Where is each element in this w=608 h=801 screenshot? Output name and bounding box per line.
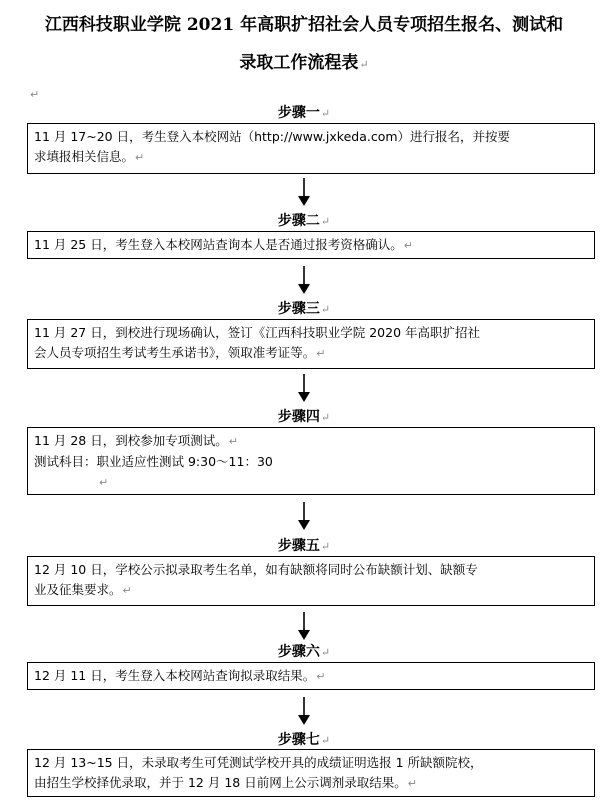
step-5-heading: 步骤五↵ (277, 538, 331, 554)
down-arrow-icon (297, 612, 311, 640)
down-arrow-icon (297, 697, 311, 725)
step-1-text-line-2: 求填报相关信息。↵ (34, 149, 145, 164)
paragraph-mark-icon: ↵ (359, 58, 369, 71)
paragraph-mark-icon: ↵ (320, 411, 331, 424)
paragraph-mark-icon: ↵ (30, 88, 40, 101)
down-arrow-icon (297, 266, 311, 294)
step-4-text-line-2: 测试科目：职业适应性测试 9:30～11：30 (34, 454, 273, 469)
paragraph-mark-icon: ↵ (228, 435, 238, 448)
step-7-box (27, 749, 595, 797)
step-2-box (27, 231, 595, 259)
paragraph-mark-icon: ↵ (316, 670, 326, 683)
step-1-box (27, 123, 595, 174)
down-arrow-icon (297, 502, 311, 530)
step-4-heading: 步骤四↵ (277, 409, 331, 425)
step-3-box (27, 319, 595, 369)
step-2-text-line-1: 11 月 25 日，考生登入本校网站查询本人是否通过报考资格确认。↵ (34, 237, 413, 252)
step-1-heading: 步骤一↵ (277, 105, 331, 121)
paragraph-mark-icon: ↵ (122, 584, 132, 597)
paragraph-mark-icon: ↵ (320, 303, 331, 316)
paragraph-mark-icon: ↵ (320, 107, 331, 120)
step-4-empty-line (34, 472, 588, 493)
paragraph-mark-icon: ↵ (407, 777, 417, 790)
step-6-box (27, 662, 595, 690)
step-7-text-line-2: 由招生学校择优录取，并于 12 月 18 日前网上公示调剂录取结果。↵ (34, 775, 417, 790)
step-3-text-line-1: 11 月 27 日，到校进行现场确认，签订《江西科技职业学院 2020 年高职扩招社 (34, 325, 480, 340)
step-2-heading: 步骤二↵ (277, 213, 331, 229)
step-7-text-line-1: 12 月 13~15 日，未录取考生可凭测试学校开具的成绩证明选报 1 所缺额院校， (34, 755, 483, 770)
paragraph-mark-icon: ↵ (99, 476, 109, 489)
paragraph-mark-icon: ↵ (135, 151, 145, 164)
down-arrow-icon (297, 374, 311, 402)
paragraph-mark-icon: ↵ (403, 239, 413, 252)
step-4-box (27, 427, 595, 495)
step-6-heading: 步骤六↵ (277, 644, 331, 660)
paragraph-mark-icon: ↵ (316, 347, 326, 360)
paragraph-mark-icon: ↵ (320, 215, 331, 228)
step-1-text-line-1: 11 月 17~20 日，考生登入本校网站（http://www.jxkeda.com）进行报名，并按要 (34, 129, 511, 144)
document-title-line-2: 录取工作流程表↵ (239, 53, 369, 73)
step-4-text-line-1: 11 月 28 日，到校参加专项测试。↵ (34, 433, 238, 448)
step-5-text-line-2: 业及征集要求。↵ (34, 582, 132, 597)
paragraph-mark-icon: ↵ (320, 540, 331, 553)
step-3-text-line-2: 会人员专项招生考试考生承诺书》，领取准考证等。↵ (34, 345, 326, 360)
paragraph-mark-icon: ↵ (320, 646, 331, 659)
step-7-heading: 步骤七↵ (277, 732, 331, 748)
down-arrow-icon (297, 178, 311, 206)
step-6-text-line-1: 12 月 11 日，考生登入本校网站查询拟录取结果。↵ (34, 668, 326, 683)
paragraph-mark-icon: ↵ (320, 734, 331, 747)
step-3-heading: 步骤三↵ (277, 301, 331, 317)
step-5-box (27, 556, 595, 606)
document-title-line-1: 江西科技职业学院 2021 年高职扩招社会人员专项招生报名、测试和 (44, 15, 564, 35)
step-5-text-line-1: 12 月 10 日，学校公示拟录取考生名单，如有缺额将同时公布缺额计划、缺额专 (34, 562, 478, 577)
